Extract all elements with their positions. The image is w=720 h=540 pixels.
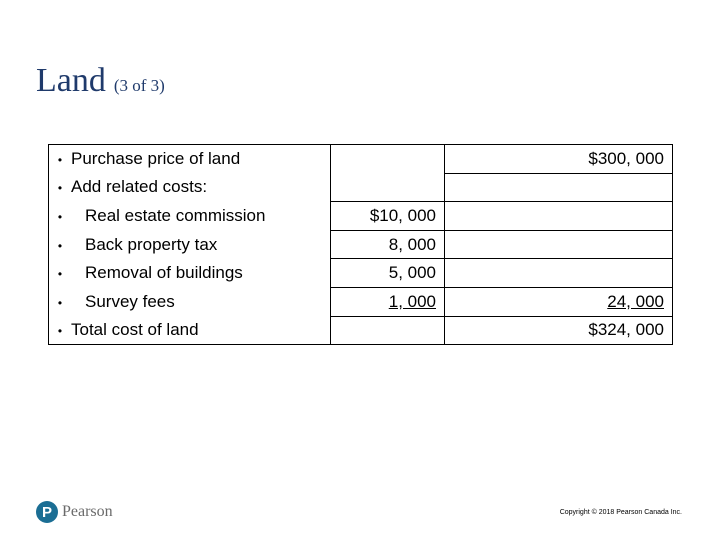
row-label: Back property tax bbox=[85, 234, 218, 254]
row-amount bbox=[331, 145, 445, 174]
title-subtitle: (3 of 3) bbox=[113, 76, 165, 95]
table-row bbox=[49, 173, 673, 202]
row-label: Purchase price of land bbox=[71, 149, 241, 169]
table-row bbox=[49, 316, 673, 345]
row-total: $324, 000 bbox=[445, 316, 673, 345]
row-label: Real estate commission bbox=[85, 205, 266, 225]
row-total bbox=[445, 230, 673, 259]
pearson-p-icon: P bbox=[36, 501, 58, 523]
copyright-notice: Copyright © 2018 Pearson Canada Inc. bbox=[559, 509, 682, 516]
row-total bbox=[445, 259, 673, 288]
row-label: Total cost of land bbox=[71, 320, 199, 340]
table-row bbox=[49, 202, 673, 231]
row-amount: 5, 000 bbox=[331, 259, 445, 288]
bullet-icon: • bbox=[57, 238, 63, 253]
title-main: Land bbox=[36, 62, 106, 99]
bullet-icon: • bbox=[57, 181, 63, 196]
row-amount bbox=[331, 173, 445, 202]
row-total bbox=[445, 202, 673, 231]
pearson-wordmark: Pearson bbox=[62, 503, 113, 520]
row-amount bbox=[331, 316, 445, 345]
table-row bbox=[49, 259, 673, 288]
row-amount: 1, 000 bbox=[388, 291, 436, 311]
bullet-icon: • bbox=[57, 267, 63, 282]
land-cost-table bbox=[48, 144, 673, 345]
table-row bbox=[49, 287, 673, 316]
table-row bbox=[49, 145, 673, 174]
bullet-icon: • bbox=[57, 153, 63, 168]
row-total: $300, 000 bbox=[445, 145, 673, 174]
table-row bbox=[49, 230, 673, 259]
row-amount: $10, 000 bbox=[331, 202, 445, 231]
row-amount: 8, 000 bbox=[331, 230, 445, 259]
row-total bbox=[445, 173, 673, 202]
bullet-icon: • bbox=[57, 324, 63, 339]
row-label: Removal of buildings bbox=[85, 263, 243, 283]
row-label: Survey fees bbox=[85, 291, 175, 311]
bullet-icon: • bbox=[57, 209, 63, 224]
bullet-icon: • bbox=[57, 295, 63, 310]
row-total: 24, 000 bbox=[607, 291, 664, 311]
pearson-logo bbox=[36, 501, 113, 523]
row-label: Add related costs: bbox=[71, 177, 208, 197]
slide-title bbox=[36, 62, 165, 100]
